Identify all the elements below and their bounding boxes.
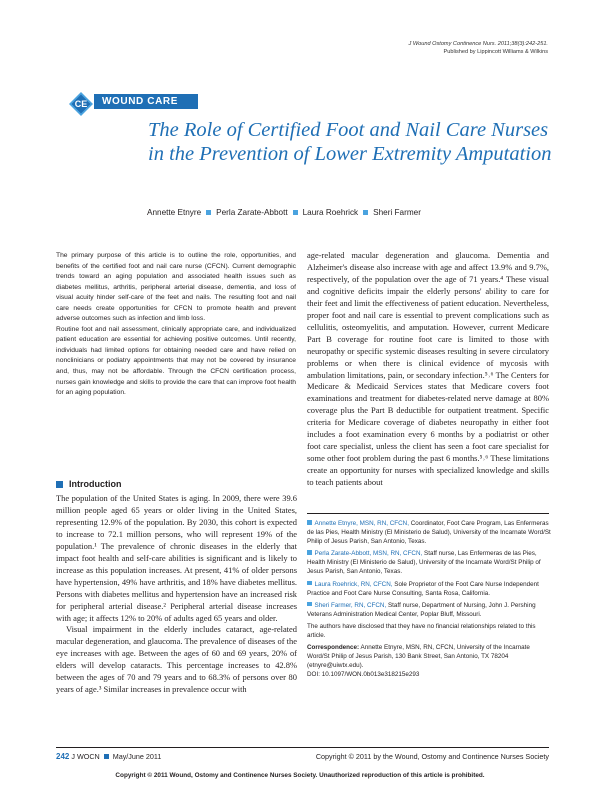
footer-square-icon bbox=[104, 754, 109, 759]
author-list bbox=[147, 208, 421, 217]
author-separator bbox=[206, 210, 211, 215]
affiliation-author: Laura Roehrick, RN, CFCN, bbox=[314, 580, 393, 588]
section-banner bbox=[94, 94, 198, 109]
affiliation-author: Perla Zarate-Abbott, MSN, RN, CFCN, bbox=[314, 550, 423, 558]
body-paragraph: age-related macular degeneration and glaucoma. Dementia and Alzheimer's disease also increase with age and affect 13.9% and 9.7%, respectively, of the population over the age of 71 years.⁴ These visual and cognitive deficits impair the elderly persons' ability to care for their feet and limit the effectiveness of patient education. Nevertheless, proper foot and nail care is essential to prevent complications such as cellulitis, osteomyelitis, and amputation. However, current Medicare Part B coverage for routine foot care is limited to those with neuropathy or specific systemic diseases resulting in severe circulatory problems or when there is clinical evidence of mycosis with ambulation limitations, pain, or secondary infection.⁵˒⁶ The Centers for Medicare & Medicaid Services states that Medicare covers foot examinations and treatment for diabetes-related nerve damage at 80% coverage plus the Part B deductible for outpatient treatment. Specific criteria for Medicare coverage of diabetes neuropathy in either foot includes a foot examination every 6 months by a podiatrist or other foot care specialist, unless the client has seen a foot care specialist for some other foot problem during the past 6 months.⁵˒⁶ These limitations create an opportunity for nurses with specialized knowledge and skills to teach patients about bbox=[307, 250, 549, 488]
journal-line: J Wound Ostomy Continence Nurs. 2011;38(3):242-251. bbox=[408, 41, 548, 47]
correspondence-label: Correspondence: bbox=[307, 644, 360, 652]
author-name: Sheri Farmer bbox=[373, 208, 421, 217]
ce-badge-text: CE bbox=[74, 99, 88, 110]
correspondence-text: Annette Etnyre, MSN, RN, CFCN, University of the Incarnate Word/St Philip of Jesus Parish, 130 Bank Street, San Antonio, TX 78204 (etnyre@uiwtx.edu). bbox=[307, 644, 530, 670]
affiliation-text: Sole Proprietor of the Foot Care Nurse Independent Practice and Foot Care Nurse Consulting, Santa Rosa, California. bbox=[307, 580, 539, 597]
ce-badge-icon bbox=[69, 92, 93, 116]
body-column-left bbox=[56, 493, 297, 696]
body-paragraph: Visual impairment in the elderly includes cataract, age-related macular degeneration, and glaucoma. The prevalence of diseases of the eye increases with age. Between the ages of 60 and 69 years, 20% of elders will develop cataracts. This percentage increases to 42.8% between the ages of 70 and 79 years and to 68.3% of persons over 80 years of age.³ Similar increases in prevalence occur with bbox=[56, 624, 297, 695]
footer-copyright: Copyright © 2011 by the Wound, Ostomy and Continence Nurses Society bbox=[315, 752, 549, 761]
disclosure-statement: The authors have disclosed that they have no financial relationships related to this article. bbox=[307, 622, 536, 640]
affiliation-text: Staff nurse, Las Enfermeras de las Pies, Health Ministry (El Ministerio de Salud), University of the Incarnate Word/St Philip of Jesus Parish, San Antonio, Texas. bbox=[307, 550, 541, 576]
article-title: The Role of Certified Foot and Nail Care Nurses in the Prevention of Lower Extremity Amputation bbox=[148, 119, 552, 165]
bullet-square-icon bbox=[307, 550, 312, 555]
publisher-line: Published by Lippincott Williams & Wilkins bbox=[443, 49, 548, 55]
footer-issue: May/June 2011 bbox=[112, 752, 162, 761]
abstract bbox=[56, 251, 296, 399]
section-banner-label: WOUND CARE bbox=[102, 96, 178, 107]
author-separator bbox=[293, 210, 298, 215]
affiliation-item bbox=[307, 601, 551, 619]
bullet-square-icon bbox=[307, 581, 312, 586]
page-number: 242 bbox=[56, 752, 70, 761]
author-separator bbox=[363, 210, 368, 215]
footer-journal: J WOCN bbox=[71, 752, 100, 761]
section-heading-text: Introduction bbox=[69, 479, 122, 489]
affiliation-text: Coordinator, Foot Care Program, Las Enfermeras de las Pies, Health Ministry (El Ministerio de Salud), University of the Incarnate Word/St Philip of Jesus Parish, San Antonio, Texas. bbox=[307, 520, 551, 546]
footer-divider bbox=[56, 747, 549, 748]
affiliation-item bbox=[307, 519, 551, 546]
affiliation-item bbox=[307, 580, 551, 598]
footer-left bbox=[56, 752, 161, 761]
doi: DOI: 10.1097/WON.0b013e318215e293 bbox=[307, 671, 420, 679]
author-name: Annette Etnyre bbox=[147, 208, 202, 217]
abstract-paragraph: The primary purpose of this article is to outline the role, opportunities, and benefits of the certified foot and nail care nurse (CFCN). Current demographic trends toward an aging population and associated health issues such as diabetes mellitus, arthritis, peripheral arterial disease, dementia, and loss of visual acuity hinder self-care of the feet and nails. The resulting foot and nail care needs create opportunities for CFCN to promote health and prevent adverse outcomes such as infection and limb loss. bbox=[56, 252, 296, 323]
affiliation-author: Annette Etnyre, MSN, RN, CFCN, bbox=[314, 520, 409, 527]
copyright-notice: Copyright © 2011 Wound, Ostomy and Continence Nurses Society. Unauthorized reproduction of this article is prohibited. bbox=[115, 772, 485, 779]
body-paragraph: The population of the United States is aging. In 2009, there were 39.6 million people aged 65 years or older living in the United States, representing 12.9% of the population. By 2030, this cohort is expected to increase to 72.1 million persons, who will represent 19% of the population.¹ The prevalence of chronic diseases in the elderly that impact foot health and self-care abilities is significant and is likely to increase as this population increases. At present, 41% of older persons have hypertension, 49% have arthritis, and 18% have diabetes mellitus. Persons with diabetes mellitus and hypertension have an increased risk for peripheral arterial disease.² Peripheral arterial disease increases with age; it affects 12% to 20% of adults aged 65 years and older. bbox=[56, 493, 297, 623]
body-column-right bbox=[307, 250, 549, 489]
affiliation-item bbox=[307, 549, 551, 576]
correspondence bbox=[307, 643, 551, 670]
author-affiliations bbox=[307, 519, 551, 683]
bullet-square-icon bbox=[307, 520, 312, 525]
affiliation-divider bbox=[307, 513, 549, 514]
journal-citation bbox=[408, 40, 548, 56]
heading-square-icon bbox=[56, 481, 63, 488]
author-name: Perla Zarate-Abbott bbox=[216, 208, 288, 217]
section-heading-introduction bbox=[56, 479, 122, 489]
abstract-paragraph: Routine foot and nail assessment, clinically appropriate care, and individualized patient education are essential for achieving positive outcomes. Until recently, individuals had limited options for obtaining needed care and have relied on nonclinicians or podiatry appointments that may not be covered by insurance and, thus, may not be affordable. Through the CFCN certification process, nurses gain knowledge and skills to provide the care that can improve foot health for an aging population. bbox=[56, 325, 296, 397]
bullet-square-icon bbox=[307, 602, 312, 607]
affiliation-text: Staff nurse, Department of Nursing, John J. Pershing Veterans Administration Medical Center, Poplar Bluff, Missouri. bbox=[307, 601, 536, 618]
author-name: Laura Roehrick bbox=[302, 208, 359, 217]
affiliation-author: Sheri Farmer, RN, CFCN, bbox=[314, 601, 387, 609]
